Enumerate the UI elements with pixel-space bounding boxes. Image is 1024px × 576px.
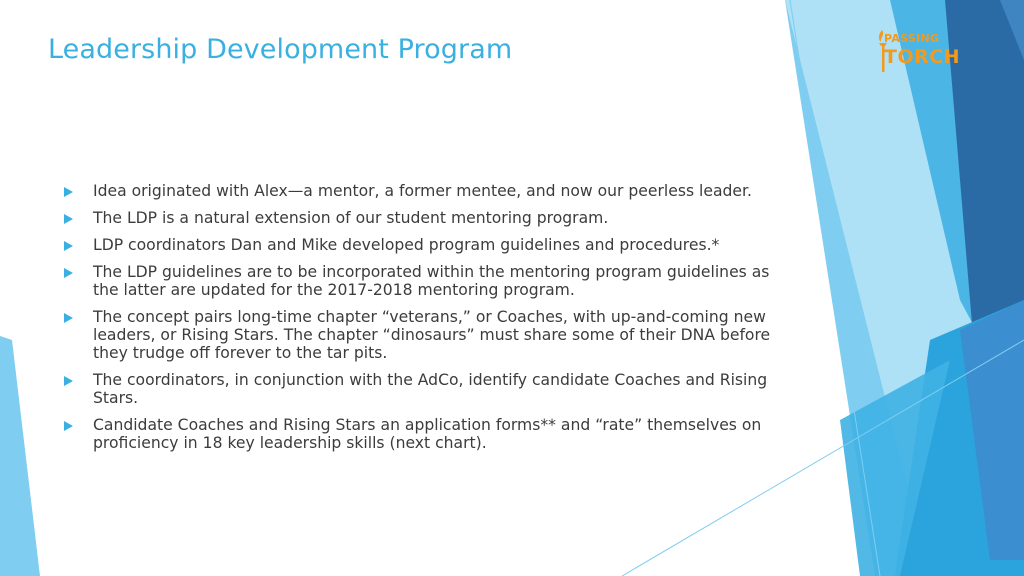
bullet-text: The LDP is a natural extension of our student mentoring program. [93,209,609,227]
bullet-item [64,308,774,362]
bullet-arrow-icon [64,214,73,224]
bullet-item [64,371,774,407]
bullet-item [64,263,774,299]
bullet-text: The coordinators, in conjunction with the AdCo, identify candidate Coaches and Rising Stars. [93,371,768,407]
bullet-arrow-icon [64,241,73,251]
passing-torch-logo [874,26,961,80]
bullet-text: The concept pairs long-time chapter “veterans,” or Coaches, with up-and-coming new leaders, or Rising Stars. The chapter “dinosaurs” must share some of their DNA before they trudge off forever to the tar pits. [93,308,771,362]
bullet-text: The LDP guidelines are to be incorporated within the mentoring program guidelines as the latter are updated for the 2017-2018 mentoring program. [93,263,770,299]
logo-line1: PASSING [884,32,940,45]
bullet-item [64,416,774,452]
bullet-item [64,236,774,254]
bullet-text: LDP coordinators Dan and Mike developed program guidelines and procedures.* [93,236,720,254]
bullet-arrow-icon [64,187,73,197]
bullet-text: Candidate Coaches and Rising Stars an application forms** and “rate” themselves on proficiency in 18 key leadership skills (next chart). [93,416,762,452]
bullet-arrow-icon [64,313,73,323]
logo-line2: TORCH [884,46,961,68]
bullet-text: Idea originated with Alex—a mentor, a former mentee, and now our peerless leader. [93,182,752,200]
bullet-arrow-icon [64,376,73,386]
bullet-item [64,209,774,227]
bullet-list [64,182,774,461]
bullet-arrow-icon [64,421,73,431]
bullet-arrow-icon [64,268,73,278]
slide-title: Leadership Development Program [48,34,513,65]
bullet-item [64,182,774,200]
